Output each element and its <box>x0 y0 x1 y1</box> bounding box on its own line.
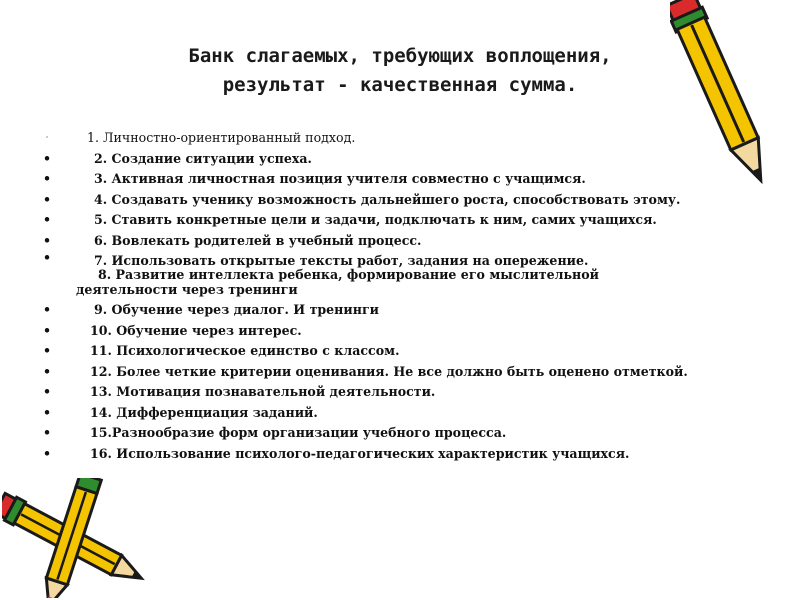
bullet-icon: • <box>42 212 52 227</box>
bullet-icon: • <box>42 322 52 338</box>
list-item: • 11. Психологическое единство с классом. <box>40 341 760 362</box>
bullet-icon: • <box>42 232 52 248</box>
title-line-1: Банк слагаемых, требующих воплощения, <box>188 45 612 67</box>
list-item: • 3. Активная личностная позиция учителя совместно с учащимся. <box>40 169 760 190</box>
list-item: • 9. Обучение через диалог. И тренинги <box>40 300 760 321</box>
list-item: • 5. Ставить конкретные цели и задачи, подключать к ним, самих учащихся. <box>40 210 760 231</box>
list-item: · 1. Личностно-ориентированный подход. <box>40 128 760 149</box>
bullet-icon: • <box>42 384 52 399</box>
list-item: • 15.Разнообразие форм организации учебного процесса. <box>40 423 760 444</box>
pencil-icon <box>670 0 780 200</box>
bullet-icon: • <box>42 171 52 186</box>
list-item: • 2. Создание ситуации успеха. <box>40 149 760 170</box>
list-item: • 10. Обучение через интерес. <box>40 321 760 342</box>
bullet-icon: • <box>42 445 52 461</box>
list-item: • 13. Мотивация познавательной деятельности. <box>40 382 760 403</box>
bullet-icon: • <box>42 404 52 420</box>
bullet-icon: • <box>42 191 52 207</box>
list-item: • 6. Вовлекать родителей в учебный процесс. <box>40 231 760 252</box>
list-item: • 4. Создавать ученику возможность дальнейшего роста, способствовать этому. <box>40 190 760 211</box>
list-item-continuation: деятельности через тренинги <box>76 282 298 297</box>
bullet-icon: • <box>42 425 52 440</box>
title-line-2: результат - качественная сумма. <box>222 74 578 96</box>
bullet-icon: • <box>42 150 52 166</box>
bullet-icon: · <box>45 133 49 142</box>
list-item: • 16. Использование психолого-педагогических характеристик учащихся. <box>40 444 760 465</box>
bullet-icon: • <box>42 343 52 358</box>
bullet-icon: • <box>42 363 52 379</box>
bullet-list <box>40 128 760 464</box>
list-item: • 7. Использовать открытые тексты работ, задания на опережение. <box>40 251 760 268</box>
bullet-icon: • <box>42 250 52 265</box>
slide-title <box>60 42 740 100</box>
list-item: • 14. Дифференциация заданий. <box>40 403 760 424</box>
crossed-pencils-icon <box>2 478 152 598</box>
list-item: 8. Развитие интеллекта ребенка, формирование его мыслительной <box>98 267 599 282</box>
list-item: • 12. Более четкие критерии оценивания. Не все должно быть оценено отметкой. <box>40 362 760 383</box>
bullet-icon: • <box>42 302 52 317</box>
